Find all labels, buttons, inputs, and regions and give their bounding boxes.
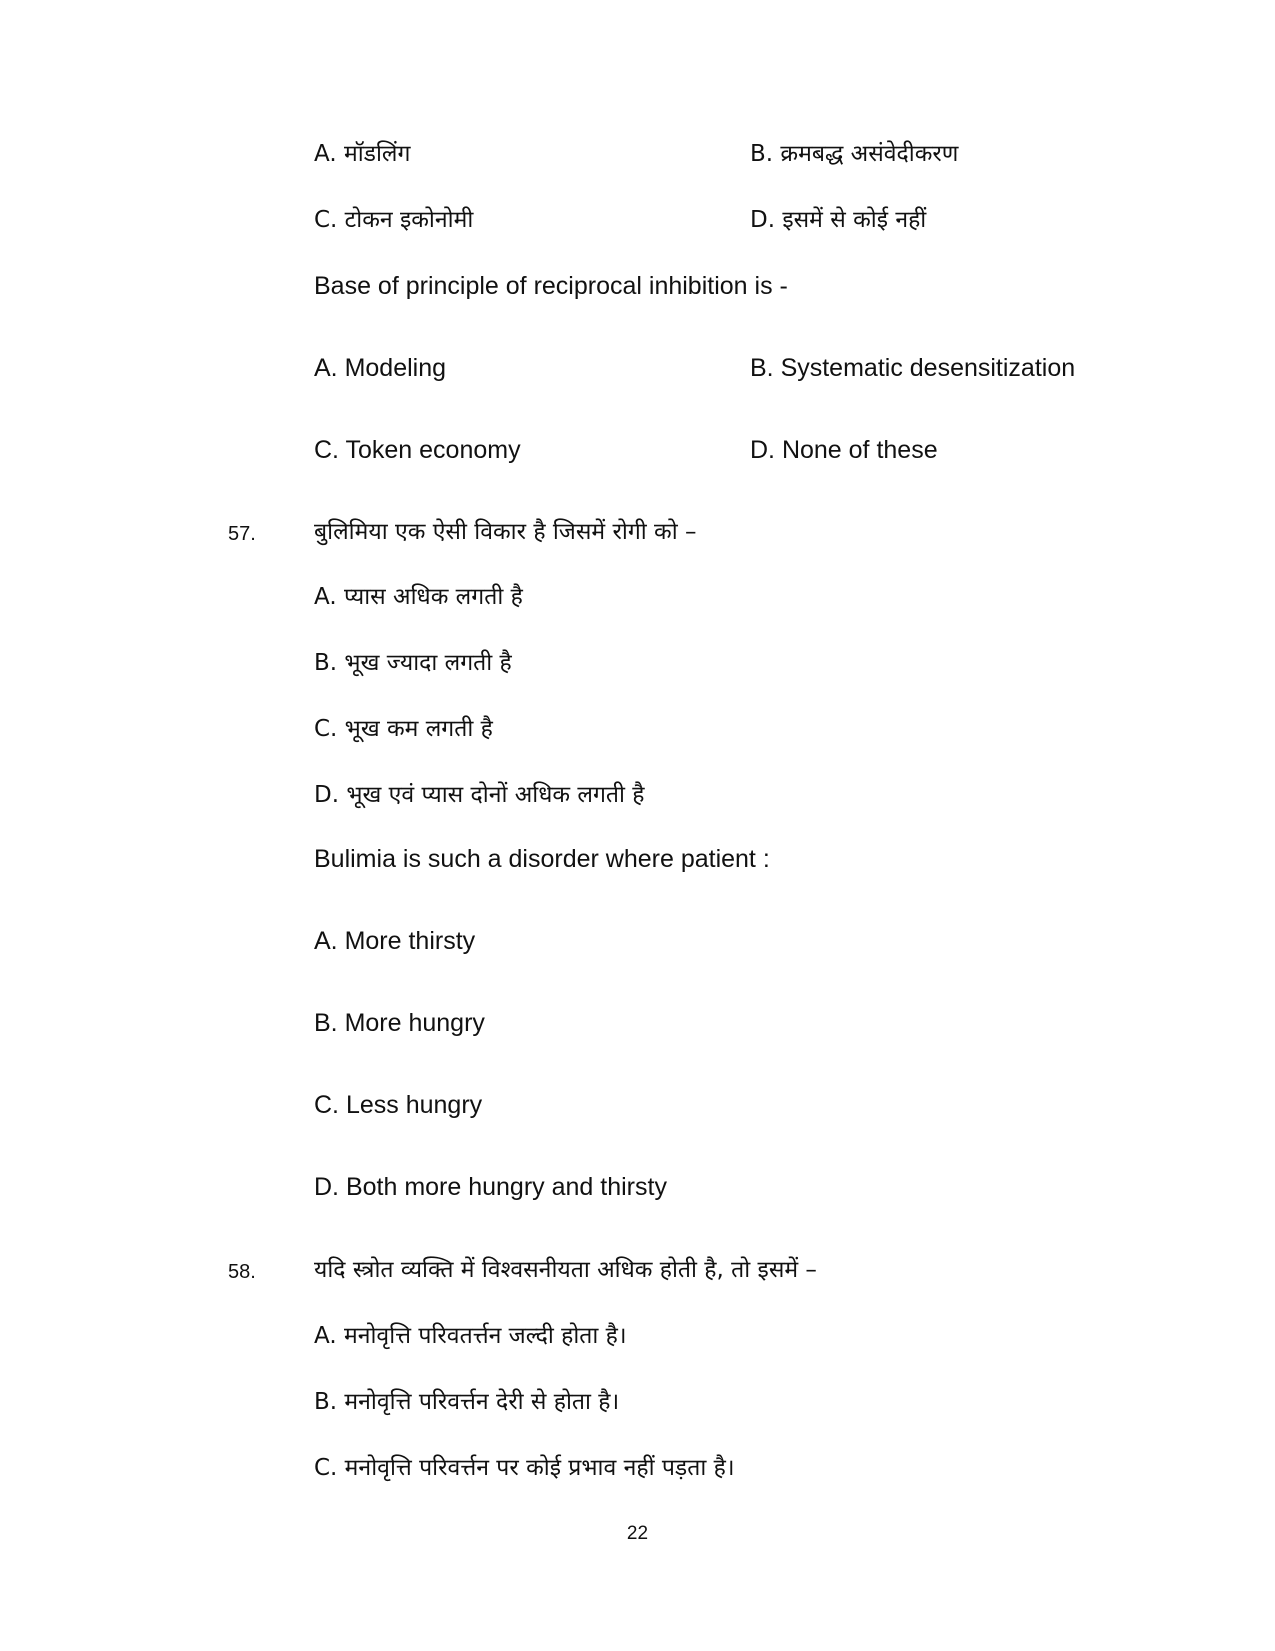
q56-english-question: Base of principle of reciprocal inhibition is - bbox=[314, 272, 788, 300]
q56-english-option-a: A. Modeling bbox=[314, 354, 447, 382]
q57-english-option-a: A. More thirsty bbox=[314, 927, 476, 955]
q57-english-option-b: B. More hungry bbox=[314, 1009, 485, 1037]
q56-english-option-d: D. None of these bbox=[750, 436, 938, 464]
q58-hindi-option-a: A. मनोवृत्ति परिवतर्त्तन जल्दी होता है। bbox=[314, 1323, 627, 1349]
q56-english-option-c: C. Token economy bbox=[314, 436, 521, 464]
q57-hindi-option-c: C. भूख कम लगती है bbox=[314, 716, 493, 742]
q57-hindi-option-b: B. भूख ज्यादा लगती है bbox=[314, 650, 512, 676]
q57-number: 57. bbox=[228, 523, 256, 545]
q57-hindi-option-a: A. प्यास अधिक लगती है bbox=[314, 584, 523, 610]
q58-hindi-option-c: C. मनोवृत्ति परिवर्त्तन पर कोई प्रभाव नहीं पड़ता है। bbox=[314, 1455, 735, 1481]
q56-hindi-option-b: B. क्रमबद्ध असंवेदीकरण bbox=[750, 141, 959, 167]
q58-number: 58. bbox=[228, 1261, 256, 1283]
q56-hindi-option-c: C. टोकन इकोनोमी bbox=[314, 207, 474, 233]
q56-english-option-b: B. Systematic desensitization bbox=[750, 354, 1076, 382]
q57-hindi-question: बुलिमिया एक ऐसी विकार है जिसमें रोगी को – bbox=[314, 519, 697, 545]
q58-hindi-question: यदि स्त्रोत व्यक्ति में विश्वसनीयता अधिक होती है, तो इसमें – bbox=[314, 1257, 817, 1283]
q56-hindi-option-a: A. मॉडलिंग bbox=[314, 141, 411, 167]
q58-hindi-option-b: B. मनोवृत्ति परिवर्त्तन देरी से होता है। bbox=[314, 1389, 620, 1415]
q56-hindi-option-d: D. इसमें से कोई नहीं bbox=[750, 207, 927, 233]
q57-english-option-d: D. Both more hungry and thirsty bbox=[314, 1173, 667, 1201]
q57-english-question: Bulimia is such a disorder where patient : bbox=[314, 845, 770, 873]
q57-hindi-option-d: D. भूख एवं प्यास दोनों अधिक लगती है bbox=[314, 782, 645, 808]
q57-english-option-c: C. Less hungry bbox=[314, 1091, 483, 1119]
page-number: 22 bbox=[626, 1523, 649, 1544]
